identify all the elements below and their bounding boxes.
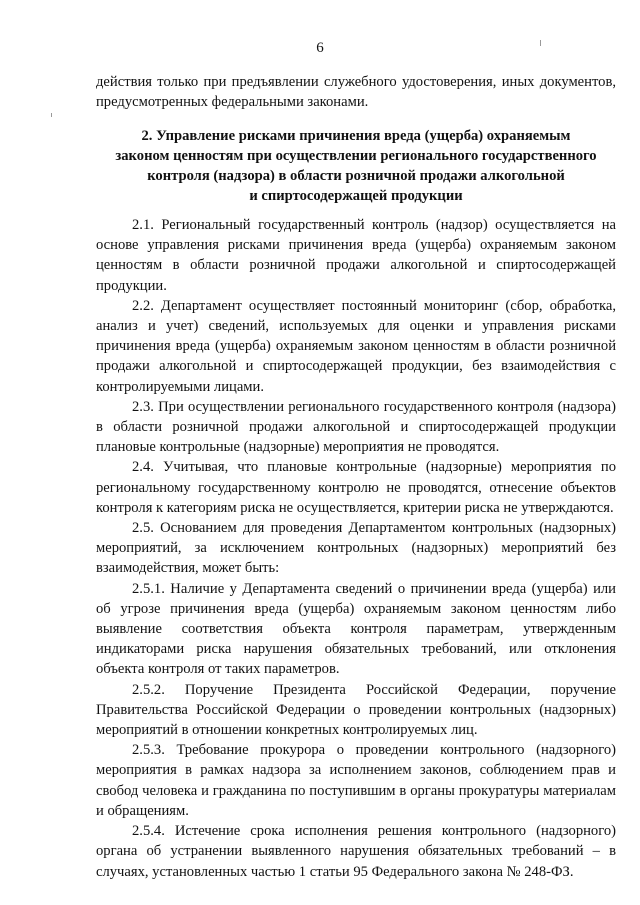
paragraph-2-5-2: 2.5.2. Поручение Президента Российской Федерации, поручение Правительства Российской Федерации о проведении контрольных (надзорных) мероприятий в отношении конкретных контролируемых лиц. [96,681,616,739]
paragraph-2-3: 2.3. При осуществлении регионального государственного контроля (надзора) в области розничной продажи алкогольной и спиртосодержащей продукции плановые контрольные (надзорные) мероприятия не проводятся. [96,398,616,456]
page-number: 6 [316,40,324,56]
paragraph-2-4: 2.4. Учитывая, что плановые контрольные (надзорные) мероприятия по региональному государственному контролю не проводятся, отнесение объектов контроля к категориям риска не осуществляется, критерии риска не утверждаются. [96,459,616,516]
paragraph-2-1: 2.1. Региональный государственный контроль (надзор) осуществляется на основе управления рисками причинения вреда (ущерба) охраняемым законом ценностям в области розничной продажи алкогольной и спиртосодержащей продукции. [96,217,616,294]
heading-line: контроля (надзора) в области розничной продажи алкогольной [147,168,565,184]
section-heading [96,126,616,206]
intro-paragraph: действия только при предъявлении служебного удостоверения, иных документов, предусмотренных федеральными законами. [96,74,616,111]
heading-line: законом ценностям при осуществлении регионального государственного [115,148,597,164]
heading-line: и спиртосодержащей продукции [249,188,463,204]
paragraph-2-5-3: 2.5.3. Требование прокурора о проведении контрольного (надзорного) мероприятия в рамках надзора за исполнением законов, соблюдением прав и свобод человека и гражданина по поступившим в органы прокуратуры материалам и обращениям. [96,742,616,819]
scan-mark [540,40,541,46]
intro-block [96,72,616,112]
paragraph-2-2: 2.2. Департамент осуществляет постоянный мониторинг (сбор, обработка, анализ и учет) сведений, используемых для оценки и управления рисками причинения вреда (ущерба) охраняемым законом ценностям в области розничной продажи алкогольной и спиртосодержащей продукции, без взаимодействия с контролируемыми лицами. [96,297,616,395]
paragraph-2-5-1: 2.5.1. Наличие у Департамента сведений о причинении вреда (ущерба) или об угрозе причинения вреда (ущерба) охраняемым законом ценностям либо выявление соответствия объекта контроля параметрам, утвержденным индикаторами риска нарушения обязательных требований, или отклонения объекта контроля от таких параметров. [96,580,616,678]
section-body [96,215,616,882]
heading-line: 2. Управление рисками причинения вреда (ущерба) охраняемым [141,128,571,144]
paragraph-2-5-4: 2.5.4. Истечение срока исполнения решения контрольного (надзорного) органа об устранении выявленного нарушения обязательных требований – в случаях, установленных частью 1 статьи 95 Федерального закона № 248-ФЗ. [96,823,616,880]
scan-mark [51,113,52,117]
paragraph-2-5: 2.5. Основанием для проведения Департаментом контрольных (надзорных) мероприятий, за исключением контрольных (надзорных) мероприятий без взаимодействия, может быть: [96,520,616,577]
